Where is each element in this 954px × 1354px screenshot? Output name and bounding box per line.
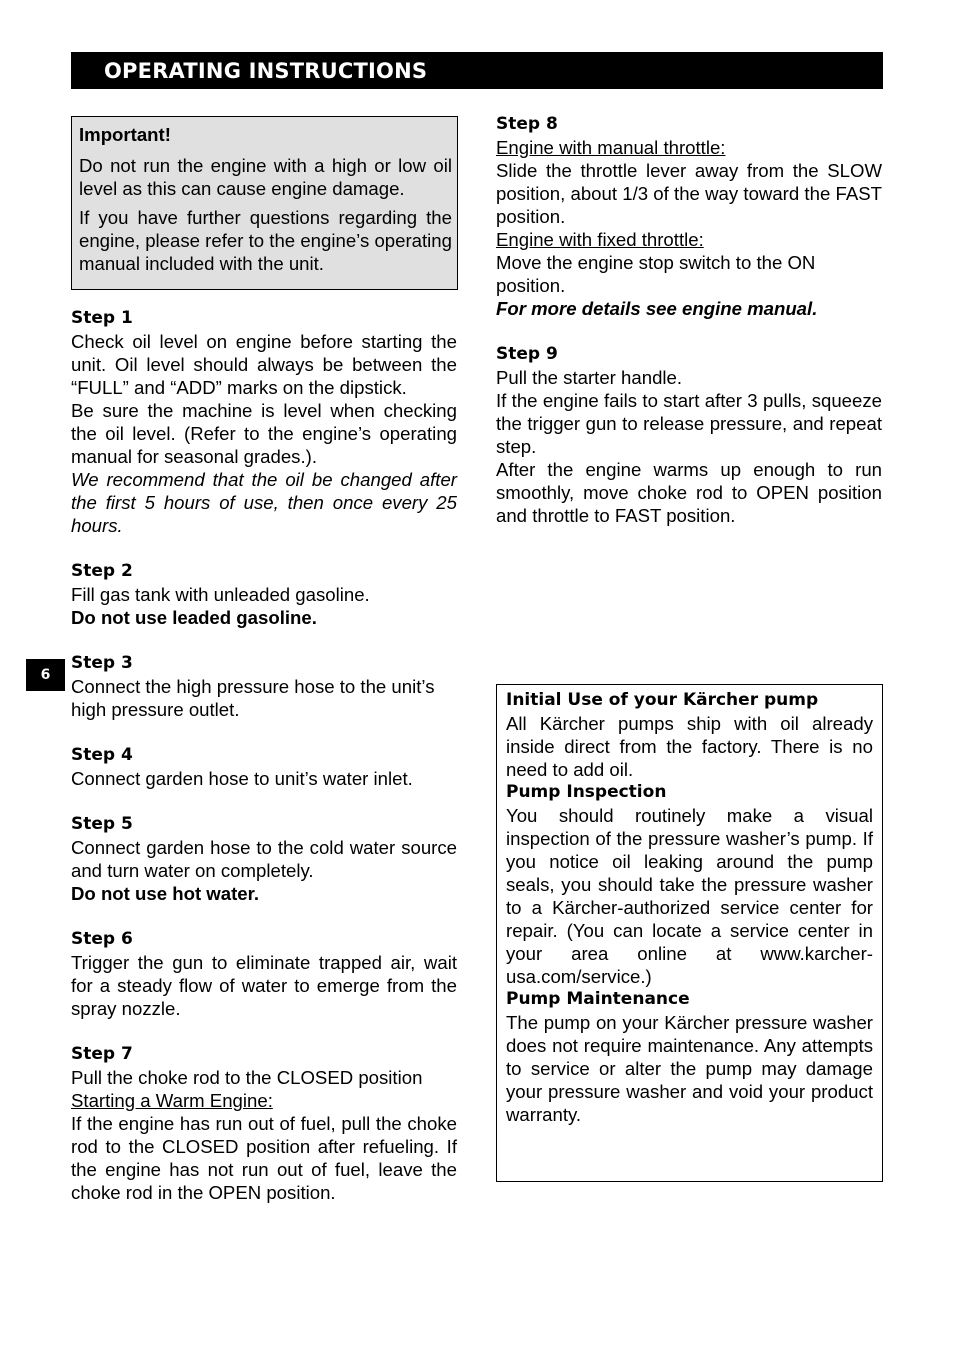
step-9-title: Step 9 xyxy=(496,344,558,364)
page-number: 6 xyxy=(40,667,51,683)
important-notice-box xyxy=(71,116,458,290)
pump-initial-title: Initial Use of your Kärcher pump xyxy=(506,690,819,710)
step-1-title: Step 1 xyxy=(71,308,133,328)
step-8-text-fixed: Move the engine stop switch to the ON position. xyxy=(496,252,816,296)
important-title: Important! xyxy=(79,124,171,145)
step-8-subheading-manual: Engine with manual throttle: xyxy=(496,137,726,158)
step-1 xyxy=(71,307,457,537)
step-8-subheading-fixed: Engine with fixed throttle: xyxy=(496,229,704,250)
right-column xyxy=(496,113,882,527)
important-text-1: Do not run the engine with a high or low oil level as this can cause engine damage. xyxy=(79,155,452,199)
step-9-text-2: If the engine fails to start after 3 pulls, squeeze the trigger gun to release pressure, and repeat step. xyxy=(496,390,882,457)
step-8-note: For more details see engine manual. xyxy=(496,298,818,319)
step-2 xyxy=(71,560,457,629)
step-5-warning: Do not use hot water. xyxy=(71,883,260,904)
step-3-title: Step 3 xyxy=(71,653,133,673)
step-8-text-manual: Slide the throttle lever away from the SLOW position, about 1/3 of the way toward the FAST position. xyxy=(496,160,882,227)
step-5-text: Connect garden hose to the cold water source and turn water on completely. xyxy=(71,837,457,881)
step-1-note: We recommend that the oil be changed after the first 5 hours of use, then once every 25 hours. xyxy=(71,469,457,536)
step-7-text-1: Pull the choke rod to the CLOSED position xyxy=(71,1067,423,1088)
step-7 xyxy=(71,1043,457,1204)
step-1-text-1: Check oil level on engine before starting the unit. Oil level should always be between the “FULL” and “ADD” marks on the dipstick. xyxy=(71,331,457,398)
step-6-text: Trigger the gun to eliminate trapped air, wait for a steady flow of water to emerge from the spray nozzle. xyxy=(71,952,457,1019)
step-2-title: Step 2 xyxy=(71,561,133,581)
step-7-subheading: Starting a Warm Engine: xyxy=(71,1090,273,1111)
step-7-title: Step 7 xyxy=(71,1044,133,1064)
pump-maintenance-text: The pump on your Kärcher pressure washer does not require maintenance. Any attempts to service or alter the pump may damage your pressure washer and void your product warranty. xyxy=(506,1012,873,1125)
pump-initial-text: All Kärcher pumps ship with oil already inside direct from the factory. There is no need to add oil. xyxy=(506,713,873,780)
pump-maintenance-title: Pump Maintenance xyxy=(506,989,690,1009)
step-9-text-1: Pull the starter handle. xyxy=(496,367,683,388)
step-4-title: Step 4 xyxy=(71,745,133,765)
step-1-text-2: Be sure the machine is level when checking the oil level. (Refer to the engine’s operating manual for seasonal grades.). xyxy=(71,400,457,467)
step-5 xyxy=(71,813,457,905)
step-9-text-3: After the engine warms up enough to run smoothly, move choke rod to OPEN position and throttle to FAST position. xyxy=(496,459,882,526)
step-5-title: Step 5 xyxy=(71,814,133,834)
page-number-tab xyxy=(26,659,65,691)
step-9 xyxy=(496,343,882,527)
pump-info-box xyxy=(496,684,883,1182)
step-6 xyxy=(71,928,457,1020)
pump-inspection-title: Pump Inspection xyxy=(506,782,667,802)
step-6-title: Step 6 xyxy=(71,929,133,949)
section-header xyxy=(71,52,883,89)
step-2-warning: Do not use leaded gasoline. xyxy=(71,607,317,628)
step-8 xyxy=(496,113,882,320)
step-4-text: Connect garden hose to unit’s water inlet. xyxy=(71,768,413,789)
important-text-2: If you have further questions regarding the engine, please refer to the engine’s operating manual included with the unit. xyxy=(79,207,452,274)
step-2-text: Fill gas tank with unleaded gasoline. xyxy=(71,584,370,605)
pump-inspection-text: You should routinely make a visual inspection of the pressure washer’s pump. If you notice oil leaking around the pump seals, you should take the pressure washer to a Kärcher-authorized service center for repair. (You can locate a service center in your area online at www.karcher-usa.com/service.) xyxy=(506,805,873,987)
step-3 xyxy=(71,652,457,721)
step-3-text: Connect the high pressure hose to the unit’s high pressure outlet. xyxy=(71,676,435,720)
left-column xyxy=(71,307,457,1204)
step-7-text-2: If the engine has run out of fuel, pull the choke rod to the CLOSED position after refueling. If the engine has not run out of fuel, leave the choke rod in the OPEN position. xyxy=(71,1113,457,1203)
step-8-title: Step 8 xyxy=(496,114,558,134)
section-title: OPERATING INSTRUCTIONS xyxy=(104,59,428,83)
step-4 xyxy=(71,744,457,790)
